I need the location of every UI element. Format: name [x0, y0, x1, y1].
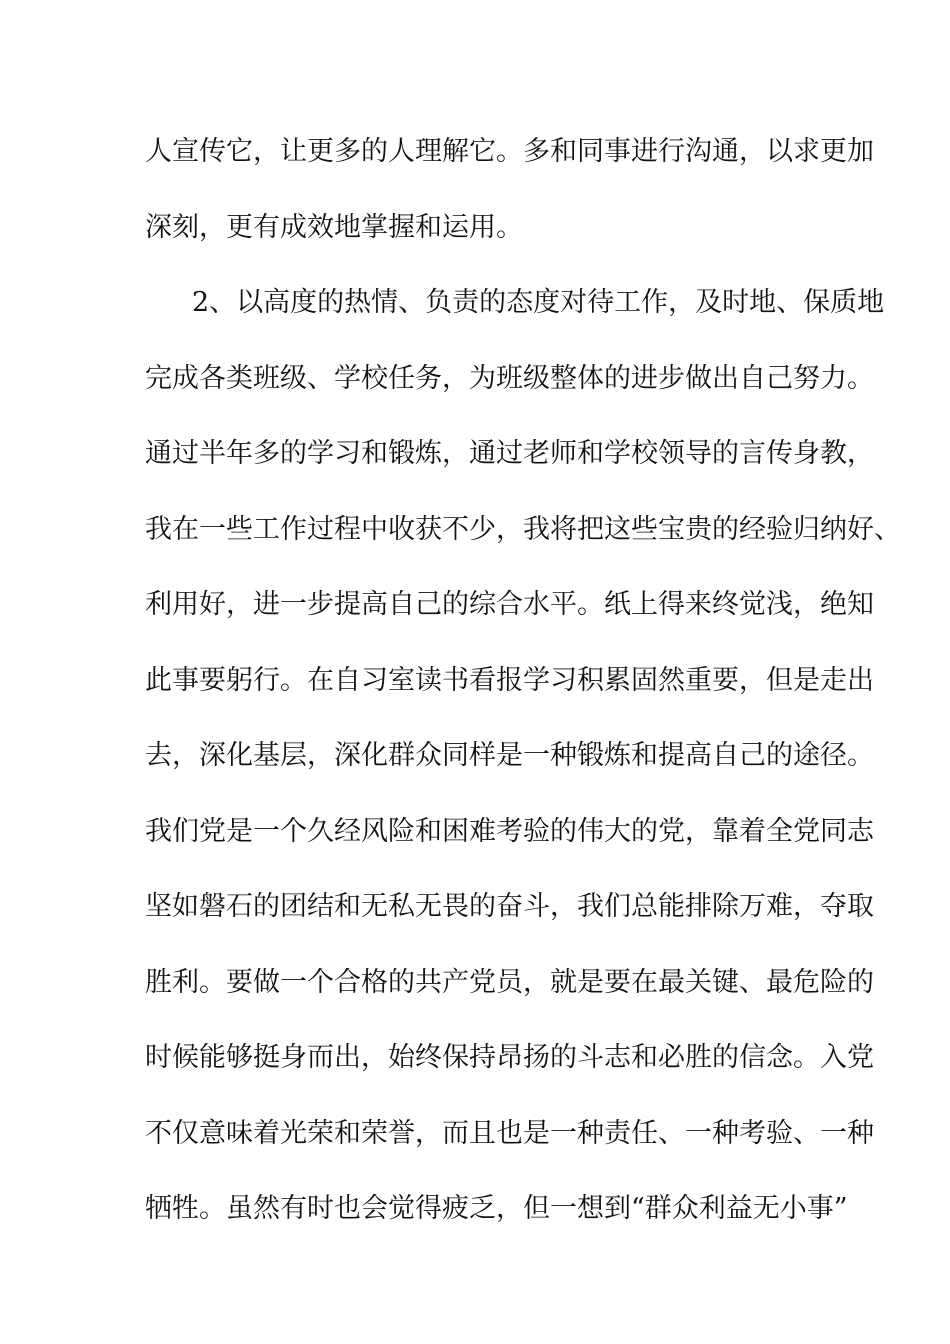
text-line: 深刻，更有成效地掌握和运用。 [145, 211, 523, 243]
text-line: 通过半年多的学习和锻炼，通过老师和学校领导的言传身教， [145, 438, 874, 469]
text-line: 胜利。要做一个合格的共产党员，就是要在最关键、最危险的 [145, 966, 874, 998]
text-line: 我在一些工作过程中收获不少，我将把这些宝贵的经验归纳好、 [145, 513, 901, 545]
text-line: 利用好，进一步提高自己的综合水平。纸上得来终觉浅，绝知 [145, 589, 874, 620]
text-line: 坚如磐石的团结和无私无畏的奋斗，我们总能排除万难，夺取 [145, 891, 874, 922]
paragraph-start-line: 2、以高度的热情、负责的态度对待工作，及时地、保质地 [192, 287, 885, 318]
text-line: 此事要躬行。在自习室读书看报学习积累固然重要，但是走出 [145, 664, 874, 696]
text-line: 人宣传它，让更多的人理解它。多和同事进行沟通，以求更加 [145, 136, 874, 167]
text-line: 时候能够挺身而出，始终保持昂扬的斗志和必胜的信念。入党 [145, 1042, 874, 1073]
text-line: 不仅意味着光荣和荣誉，而且也是一种责任、一种考验、一种 [145, 1117, 874, 1149]
text-line: 牺牲。虽然有时也会觉得疲乏，但一想到“群众利益无小事” [145, 1193, 848, 1224]
text-line: 去，深化基层，深化群众同样是一种锻炼和提高自己的途径。 [145, 740, 874, 771]
text-line: 我们党是一个久经风险和困难考验的伟大的党，靠着全党同志 [145, 815, 874, 847]
body-text [145, 132, 901, 1265]
text-line: 完成各类班级、学校任务，为班级整体的进步做出自己努力。 [145, 362, 874, 394]
